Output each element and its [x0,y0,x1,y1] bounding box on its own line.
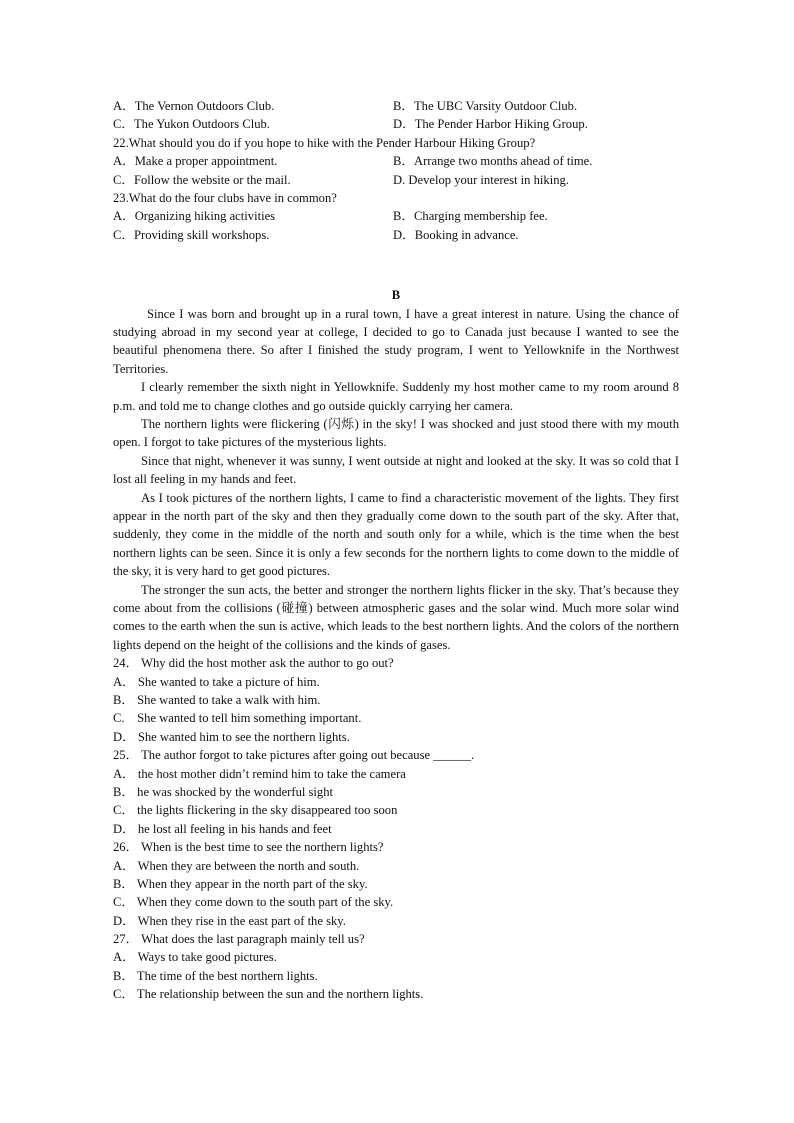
q23-options-row-1 [113,207,679,225]
q21-option-a: A．The Vernon Outdoors Club. [113,99,275,113]
q24-option-a: A． She wanted to take a picture of him. [113,674,320,689]
q25-option-b: B． he was shocked by the wonderful sight [113,784,334,799]
q23-option-a: A．Organizing hiking activities [113,209,276,224]
q21-option-c: C．The Yukon Outdoors Club. [113,117,270,132]
q23-option-d: D．Booking in advance. [393,227,519,242]
q22-stem: 22.What should you do if you hope to hike with the Pender Harbour Hiking Group? [113,135,536,150]
q22-option-a: A．Make a proper appointment. [113,154,278,169]
q24-option-b: B． She wanted to take a walk with him. [113,693,321,708]
q24-stem: 24． Why did the host mother ask the author to go out? [113,656,394,671]
q27-option-c: C． The relationship between the sun and the northern lights. [113,987,424,1002]
q23-options-row-2 [113,226,679,244]
section-b-heading: B [391,288,401,303]
passage-paragraph-3: The northern lights were flickering (闪烁) in the sky! I was shocked and just stood there with my mouth open. I forgot to take pictures of the mysterious lights. [113,416,679,450]
q22-option-d: D. Develop your interest in hiking. [393,172,569,187]
q24-option-d: D． She wanted him to see the northern lights. [113,729,350,744]
q21-option-d: D．The Pender Harbor Hiking Group. [393,117,588,132]
passage-paragraph-5: As I took pictures of the northern lights, I came to find a characteristic movement of the lights. They first appear in the north part of the sky and then they gradually come down to the south part of the sky. After that, suddenly, they come in the middle of the north and south only for a while, which is the time when the best northern lights can be seen. Since it is only a few seconds for the northern lights to come down to the middle of the sky, it is very hard to get good pictures. [113,490,679,579]
q22-option-b: B．Arrange two months ahead of time. [393,154,593,169]
q22-options-row-1 [113,152,679,170]
q27-option-b: B． The time of the best northern lights. [113,968,318,983]
q25-stem: 25． The author forgot to take pictures after going out because ______. [113,748,475,763]
exam-page [113,97,679,1004]
q23-option-b: B．Charging membership fee. [393,209,548,224]
q25-option-a: A． the host mother didn’t remind him to take the camera [113,766,406,781]
passage-paragraph-2: I clearly remember the sixth night in Yellowknife. Suddenly my host mother came to my room around 8 p.m. and told me to change clothes and go outside quickly carrying her camera. [113,380,679,413]
q21-option-b: B．The UBC Varsity Outdoor Club. [393,99,578,113]
q25-option-c: C． the lights flickering in the sky disappeared too soon [113,803,398,818]
q22-option-c: C．Follow the website or the mail. [113,172,291,187]
q24-option-c: C. She wanted to tell him something important. [113,711,362,726]
q27-stem: 27． What does the last paragraph mainly tell us? [113,932,365,947]
q23-stem: 23.What do the four clubs have in common? [113,190,337,205]
q26-option-c: C． When they come down to the south part of the sky. [113,895,394,910]
q21-options-row-1 [113,97,679,115]
q26-option-a: A． When they are between the north and south. [113,858,360,873]
q26-option-b: B． When they appear in the north part of the sky. [113,876,368,891]
q26-option-d: D． When they rise in the east part of the sky. [113,913,346,928]
passage-paragraph-1: Since I was born and brought up in a rural town, I have a great interest in nature. Using the chance of studying abroad in my second year at college, I decided to go to Canada just because I wanted to see the beautiful phenomena there. So after I finished the study program, I went to Yellowknife in the Northwest Territories. [113,306,679,376]
passage-paragraph-6: The stronger the sun acts, the better and stronger the northern lights flicker in the sky. That’s because they come about from the collisions (碰撞) between atmospheric gases and the solar wind. Much more solar wind comes to the earth when the sun is active, which leads to the best northern lights. And the colors of the northern lights depend on the height of the collisions and the kinds of gases. [113,582,679,652]
q21-options-row-2 [113,115,679,133]
q27-option-a: A． Ways to take good pictures. [113,950,277,965]
q26-stem: 26． When is the best time to see the northern lights? [113,840,384,855]
questions-24-27 [113,654,679,1003]
q25-option-d: D． he lost all feeling in his hands and feet [113,821,332,836]
q22-options-row-2 [113,171,679,189]
q23-option-c: C．Providing skill workshops. [113,227,270,242]
passage-paragraph-4: Since that night, whenever it was sunny, I went outside at night and looked at the sky. It was so cold that I lost all feeling in my hands and feet. [113,453,679,487]
